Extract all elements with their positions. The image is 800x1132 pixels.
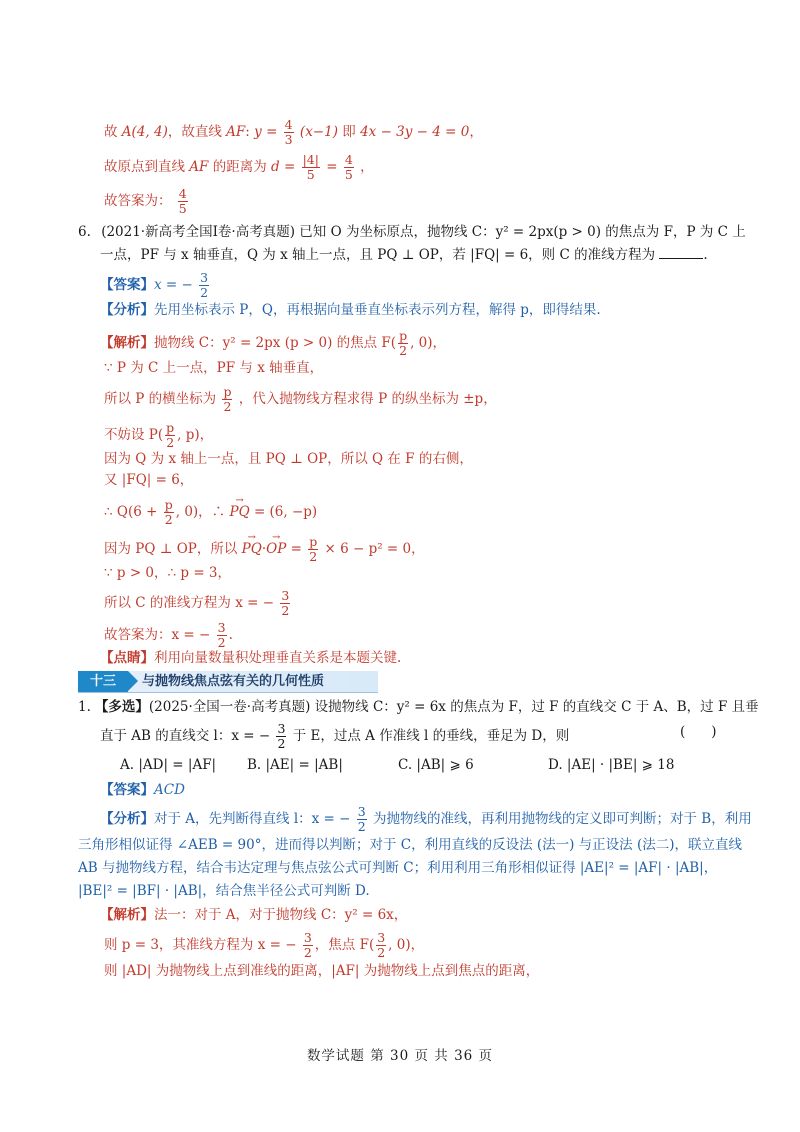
section-title: 与抛物线焦点弦有关的几何性质	[142, 674, 325, 689]
q6-solution-line-3	[104, 385, 497, 414]
fraction	[376, 931, 386, 960]
text: 则 |AD| 为抛物线上点到准线的距离，|AF| 为抛物线上点到焦点的距离，	[104, 963, 540, 979]
denominator: 2	[164, 512, 173, 527]
option-c	[398, 755, 474, 775]
q6-analysis	[100, 300, 601, 320]
fraction	[302, 153, 320, 182]
denominator: 2	[166, 435, 175, 450]
text: ，代入抛物线方程求得 P 的纵坐标为 ±p，	[238, 391, 497, 407]
text: 故原点到直线	[104, 159, 185, 175]
text: , 0)，∴	[175, 504, 226, 520]
comment-tag: 【点睛】	[100, 650, 154, 666]
q1-analysis-line-4	[78, 881, 370, 901]
q6-answer	[100, 271, 211, 300]
numerator: p	[223, 384, 232, 399]
numerator: 3	[357, 804, 366, 819]
denominator: 2	[223, 399, 232, 414]
q6-comment	[100, 648, 401, 668]
fraction	[284, 118, 294, 147]
denominator: 5	[178, 201, 187, 216]
q1-solution-line-2	[104, 931, 424, 960]
vector: → PQ	[229, 502, 249, 522]
q6-solution-line-4	[104, 421, 213, 450]
q1-solution-line-1	[100, 905, 407, 925]
numerator: 4	[284, 117, 293, 132]
section-header	[78, 671, 378, 693]
text: 故答案为：	[104, 193, 172, 209]
q1-answer	[100, 780, 185, 800]
text: ，	[469, 124, 483, 140]
question-number: 6.	[78, 224, 91, 240]
fraction	[357, 805, 367, 834]
text: , 0)，	[388, 937, 425, 953]
denominator: 3	[284, 132, 293, 147]
denominator: 2	[200, 285, 209, 300]
text: , 0)，	[410, 335, 447, 351]
denominator: 5	[344, 167, 353, 182]
fraction	[308, 535, 318, 564]
answer-blank	[659, 246, 703, 259]
numerator: p	[166, 420, 175, 435]
prev-line-1	[104, 118, 483, 147]
question-text: 已知 O 为坐标原点，抛物线 C：y² = 2px(p > 0) 的焦点为 F，P 为 C 上	[299, 224, 746, 240]
q6-solution-line-5	[104, 449, 473, 469]
denominator: 2	[217, 635, 226, 650]
text: = (6, −p)	[253, 504, 318, 520]
math: AF	[226, 124, 246, 140]
denominator: 2	[399, 343, 408, 358]
denominator: 5	[306, 167, 315, 182]
q1-analysis-line-3	[78, 858, 717, 878]
math: d	[271, 159, 280, 175]
q1-solution-line-3	[104, 961, 539, 981]
numerator: p	[164, 497, 173, 512]
option-a	[120, 755, 216, 775]
text: 又 |FQ| = 6，	[104, 472, 194, 488]
question-text: 于 E，过点 A 作准线 l 的垂线，垂足为 D，则	[292, 728, 570, 744]
text: ，焦点 F(	[314, 937, 375, 953]
analysis-text: 先用坐标表示 P，Q，再根据向量垂直坐标表示列方程，解得 p，即得结果.	[154, 302, 601, 318]
numerator: 4	[344, 152, 353, 167]
numerator: 3	[200, 270, 209, 285]
numerator: 3	[277, 721, 286, 736]
vector: → OP	[266, 539, 286, 559]
numerator: 4	[178, 186, 187, 201]
text: =	[326, 159, 338, 175]
text: =	[266, 124, 278, 140]
text: 法一：对于 A，对于抛物线 C：y² = 6x，	[154, 907, 408, 923]
option-d	[548, 755, 674, 775]
question-source: (2021·新高考全国Ⅰ卷·高考真题)	[101, 224, 295, 240]
option-b	[247, 755, 343, 775]
bracket-open: (	[680, 724, 686, 740]
text: 不妨设 P(	[104, 427, 164, 443]
denominator: 2	[277, 736, 286, 751]
option-text: B. |AE| = |AB|	[247, 757, 343, 773]
question-text: 直于 AB 的直线交 l：x = −	[100, 728, 271, 744]
fraction	[398, 329, 408, 358]
text: ，故直线	[167, 124, 222, 140]
fraction	[217, 621, 227, 650]
q6-stem-line-2	[100, 245, 708, 265]
question-tag: 【多选】	[94, 699, 149, 715]
bracket-close: )	[711, 724, 717, 740]
analysis-tag: 【分析】	[100, 811, 154, 827]
numerator: 3	[377, 930, 386, 945]
denominator: 2	[281, 603, 290, 618]
text: × 6 − p² = 0，	[324, 541, 425, 557]
numerator: 3	[303, 930, 312, 945]
fraction	[276, 722, 286, 751]
text: 的距离为	[212, 159, 267, 175]
text: 则 p = 3，其准线方程为 x = −	[104, 937, 297, 953]
prev-line-3	[104, 187, 190, 216]
analysis-text: 对于 A，先判断得直线 l：x = −	[154, 811, 351, 827]
fraction	[280, 589, 290, 618]
math: A(4, 4)	[121, 124, 168, 140]
text: 所以 C 的准线方程为 x = −	[104, 595, 275, 611]
q1-stem-line-1	[78, 697, 759, 717]
q1-stem-line-2	[100, 722, 569, 751]
prev-line-2	[104, 153, 374, 182]
numerator: p	[399, 328, 408, 343]
q6-solution-line-11	[104, 621, 233, 650]
text: =	[283, 159, 296, 175]
question-number: 1.	[78, 699, 91, 715]
math: AF	[189, 159, 209, 175]
math: (x−1)	[299, 124, 338, 140]
text: ，	[360, 159, 374, 175]
text: 故	[104, 124, 118, 140]
option-text: A. |AD| = |AF|	[120, 757, 217, 773]
q6-solution-line-7	[104, 498, 317, 527]
q1-analysis-line-2	[78, 835, 742, 855]
denominator: 2	[377, 945, 386, 960]
text: :	[245, 124, 250, 140]
analysis-text: |BE|² = |BF| · |AB|，结合焦半径公式可判断 D.	[78, 883, 370, 899]
q6-solution-line-2	[104, 358, 323, 378]
answer-tag: 【答案】	[100, 277, 154, 293]
q6-solution-line-10	[104, 589, 292, 618]
denominator: 2	[357, 819, 366, 834]
text: 即	[342, 124, 356, 140]
text: 所以 P 的横坐标为	[104, 391, 217, 407]
question-text: (2025·全国一卷·高考真题) 设抛物线 C：y² = 6x 的焦点为 F，过 F 的直线交 C 于 A、B，过 F 且垂	[148, 699, 759, 715]
q6-solution-line-8	[104, 535, 425, 564]
fraction	[199, 271, 209, 300]
text: =	[290, 541, 302, 557]
analysis-text: 三角形相似证得 ∠AEB = 90°，进而得以判断；对于 C，利用直线的反设法 (法一) 与正设法 (法二)，联立直线	[78, 837, 743, 853]
option-text: D. |AE| · |BE| ⩾ 18	[548, 757, 675, 773]
solution-tag: 【解析】	[100, 907, 154, 923]
fraction	[165, 421, 175, 450]
text: .	[228, 627, 233, 643]
q6-solution-line-9	[104, 563, 231, 583]
numerator: 3	[217, 620, 226, 635]
fraction	[303, 931, 313, 960]
numerator: |4|	[302, 152, 319, 167]
numerator: 3	[281, 588, 290, 603]
page-footer: 数学试题 第 30 页 共 36 页	[306, 1048, 494, 1064]
analysis-text: AB 与抛物线方程，结合韦达定理与焦点弦公式可判断 C；利用利用三角形相似证得 |AE|² = |AF| · |AB|，	[78, 860, 718, 876]
section-number: 十三	[78, 671, 128, 692]
denominator: 2	[309, 549, 318, 564]
solution-tag: 【解析】	[100, 335, 154, 351]
fraction	[178, 187, 188, 216]
text: ∴ Q(6 +	[104, 504, 158, 520]
text: , p)，	[177, 427, 214, 443]
math: 4x − 3y − 4 = 0	[360, 124, 470, 140]
comment-text: 利用向量数量积处理垂直关系是本题关键.	[154, 650, 402, 666]
q1-analysis-line-1	[100, 805, 752, 834]
text: 故答案为：x = −	[104, 627, 211, 643]
text: 因为 PQ ⊥ OP，所以	[104, 541, 238, 557]
text: ·	[261, 541, 267, 557]
numerator: p	[309, 534, 318, 549]
q6-stem-line-1	[78, 222, 746, 242]
analysis-tag: 【分析】	[100, 302, 154, 318]
analysis-text: 为抛物线的准线，再利用抛物线的定义即可判断；对于 B，利用	[373, 811, 752, 827]
text: 因为 Q 为 x 轴上一点，且 PQ ⊥ OP，所以 Q 在 F 的右侧，	[104, 451, 473, 467]
answer-tag: 【答案】	[100, 782, 154, 798]
fraction	[164, 498, 174, 527]
answer-value: x = −	[154, 277, 193, 293]
denominator: 2	[303, 945, 312, 960]
text: ∵ p > 0，∴ p = 3，	[104, 565, 232, 581]
text: ∵ P 为 C 上一点，PF 与 x 轴垂直，	[104, 360, 324, 376]
q6-solution-line-6	[104, 470, 193, 490]
fraction	[222, 385, 232, 414]
answer-bracket	[680, 722, 717, 742]
answer-value: ACD	[154, 782, 185, 798]
vector: → PQ	[242, 539, 262, 559]
text: .	[703, 247, 708, 263]
option-text: C. |AB| ⩾ 6	[398, 757, 474, 773]
math: y	[254, 124, 262, 140]
fraction	[344, 153, 354, 182]
question-text: 一点，PF 与 x 轴垂直，Q 为 x 轴上一点，且 PQ ⊥ OP，若 |FQ| = 6，则 C 的准线方程为	[100, 247, 656, 263]
text: 抛物线 C：y² = 2px (p > 0) 的焦点 F(	[154, 335, 397, 351]
q6-solution-line-1	[100, 329, 446, 358]
